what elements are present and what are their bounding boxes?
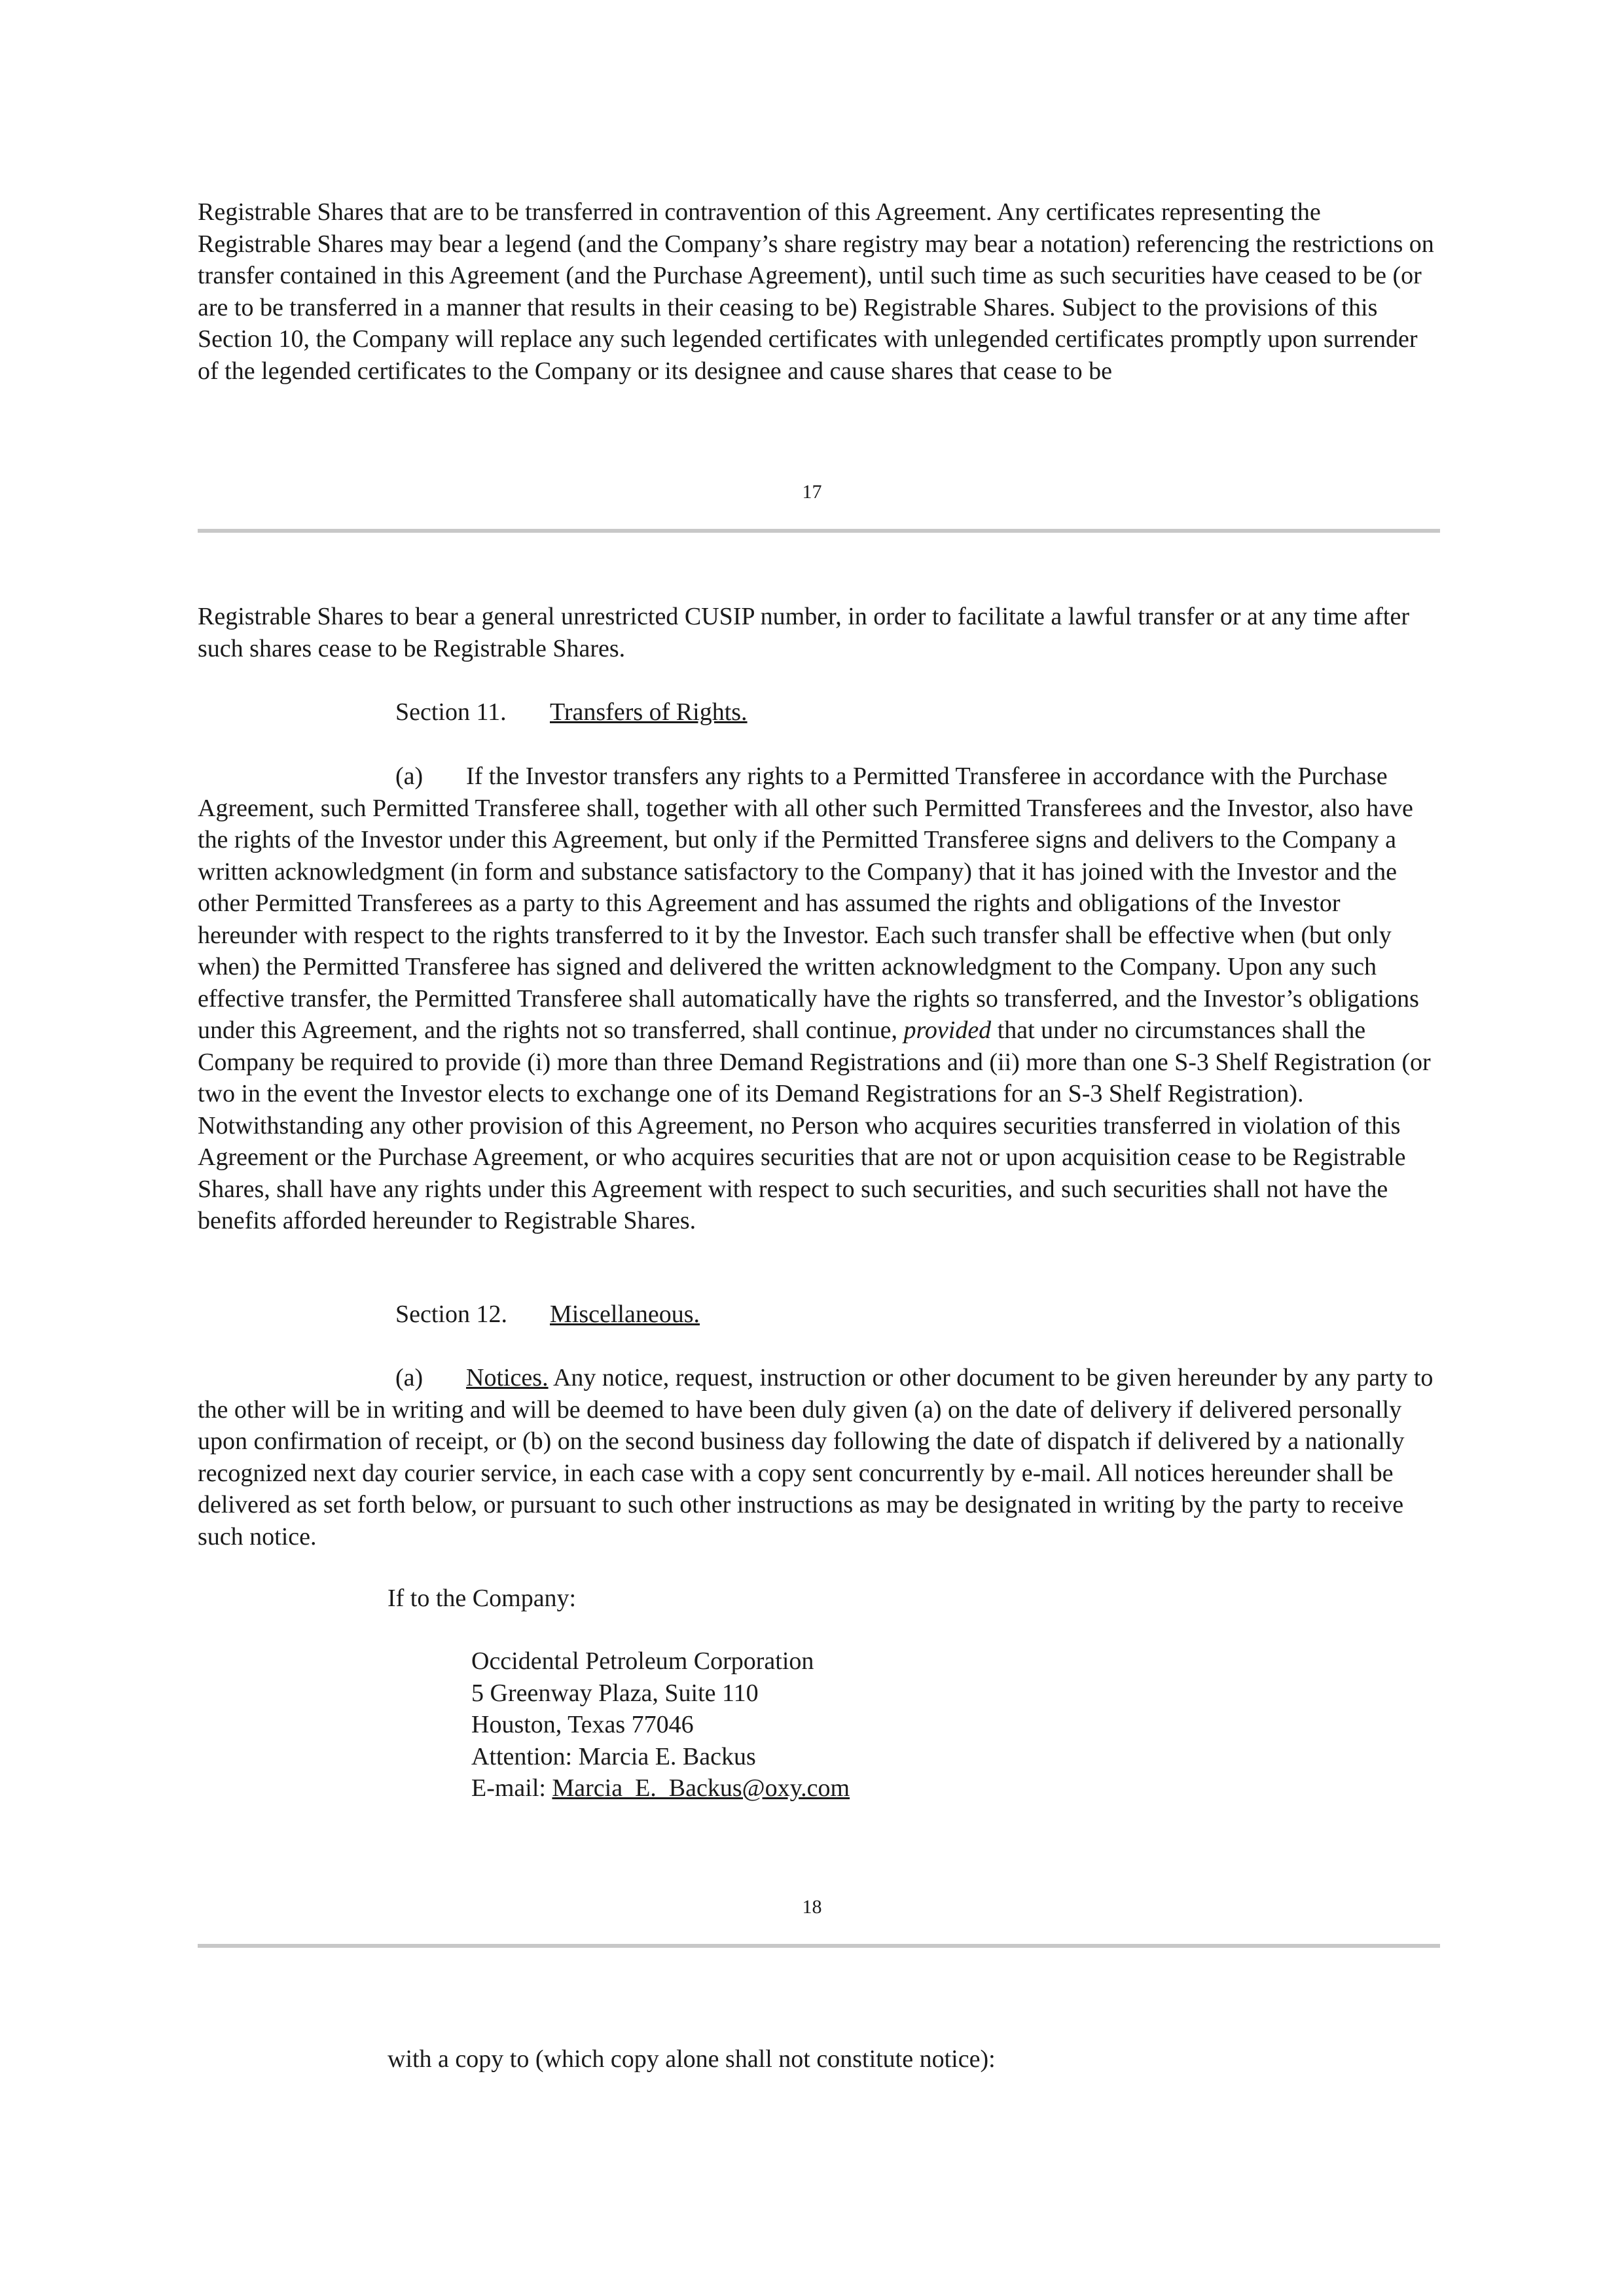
section-11a-paragraph (198, 761, 1440, 1237)
subsection-title: Notices. (466, 1364, 549, 1391)
section-number: Section 11. (395, 698, 507, 726)
section-12a-paragraph (198, 1362, 1440, 1552)
company-attention: Attention: Marcia E. Backus (471, 1742, 756, 1770)
page-number-17: 17 (802, 481, 822, 503)
subsection-label: (a) (395, 1364, 424, 1391)
subsection-text: Any notice, request, instruction or other document to be given hereunder by any party to the other will be in writing and will be deemed to have been duly given (a) on the date of delivery if delivered personally upon confirmation of receipt, or (b) on the second business day following the date of dispatch if delivered by a nationally recognized next day courier service, in each case with a copy sent concurrently by e-mail. All notices hereunder shall be delivered as set forth below, or pursuant to such other instructions as may be designated in writing by the party to receive such notice. (198, 1364, 1434, 1551)
page-break-rule (198, 1944, 1440, 1948)
section-11-heading (198, 696, 1440, 728)
page17-continuation-paragraph (198, 196, 1440, 387)
subsection-text-continued: that under no circumstances shall the Company be required to provide (i) more than three Demand Registrations and (ii) more than one S-3 Shelf Registration (or two in the event the Investor elects to exchange one of its Demand Registrations for an S-3 Shelf Registration). Notwithstanding any other provision of this Agreement, no Person who acquires securities transferred in violation of this Agreement or the Purchase Agreement, or who acquires securities that are not or upon acquisition cease to be Registrable Shares, shall have any rights under this Agreement with respect to such securities, and such securities shall not have the benefits afforded hereunder to Registrable Shares. (198, 1016, 1431, 1234)
company-street: 5 Greenway Plaza, Suite 110 (471, 1679, 759, 1707)
company-name: Occidental Petroleum Corporation (471, 1647, 814, 1675)
company-address-block (198, 1645, 1440, 1804)
if-to-company-line (198, 1583, 1440, 1615)
continuation-text: Registrable Shares that are to be transferred in contravention of this Agreement. Any certificates representing the Registrable Shares may bear a legend (and the Company’s share registry may bear a notation) referencing the restrictions on transfer contained in this Agreement (and the Purchase Agreement), until such time as such securities have ceased to be (or are to be transferred in a manner that results in their ceasing to be) Registrable Shares. Subject to the provisions of this Section 10, the Company will replace any such legended certificates with unlegended certificates promptly upon surrender of the legended certificates to the Company or its designee and cause shares that cease to be (198, 198, 1434, 385)
if-to-company-text: If to the Company: (388, 1585, 577, 1612)
copy-to-text: with a copy to (which copy alone shall not constitute notice): (388, 2045, 996, 2073)
email-label: E-mail: (471, 1774, 546, 1802)
section-title: Miscellaneous. (550, 1300, 700, 1328)
continuation-text: Registrable Shares to bear a general unrestricted CUSIP number, in order to facilitate a lawful transfer or at any time after such shares cease to be Registrable Shares. (198, 603, 1409, 662)
company-city: Houston, Texas 77046 (471, 1711, 694, 1738)
copy-to-line (198, 2043, 1440, 2075)
page-break-rule (198, 529, 1440, 533)
section-12-heading (198, 1299, 1440, 1331)
company-email-line (471, 1772, 1440, 1804)
italic-term: provided (903, 1016, 992, 1044)
email-link[interactable]: Marcia_E._Backus@oxy.com (552, 1774, 850, 1802)
page-number-18: 18 (802, 1896, 822, 1918)
subsection-label: (a) (395, 762, 424, 790)
section-number: Section 12. (395, 1300, 507, 1328)
subsection-text: If the Investor transfers any rights to a Permitted Transferee in accordance with the Purchase Agreement, such Permitted Transferee shall, together with all other such Permitted Transferees and the Investor, also have the rights of the Investor under this Agreement, but only if the Permitted Transferee signs and delivers to the Company a written acknowledgment (in form and substance satisfactory to the Company) that it has joined with the Investor and the other Permitted Transferees as a party to this Agreement and has assumed the rights and obligations of the Investor hereunder with respect to the rights transferred to it by the Investor. Each such transfer shall be effective when (but only when) the Permitted Transferee has signed and delivered the written acknowledgment to the Company. Upon any such effective transfer, the Permitted Transferee shall automatically have the rights so transferred, and the Investor’s obligations under this Agreement, and the rights not so transferred, shall continue, (198, 762, 1419, 1044)
page18-continuation-paragraph (198, 601, 1440, 664)
section-title: Transfers of Rights. (550, 698, 748, 726)
